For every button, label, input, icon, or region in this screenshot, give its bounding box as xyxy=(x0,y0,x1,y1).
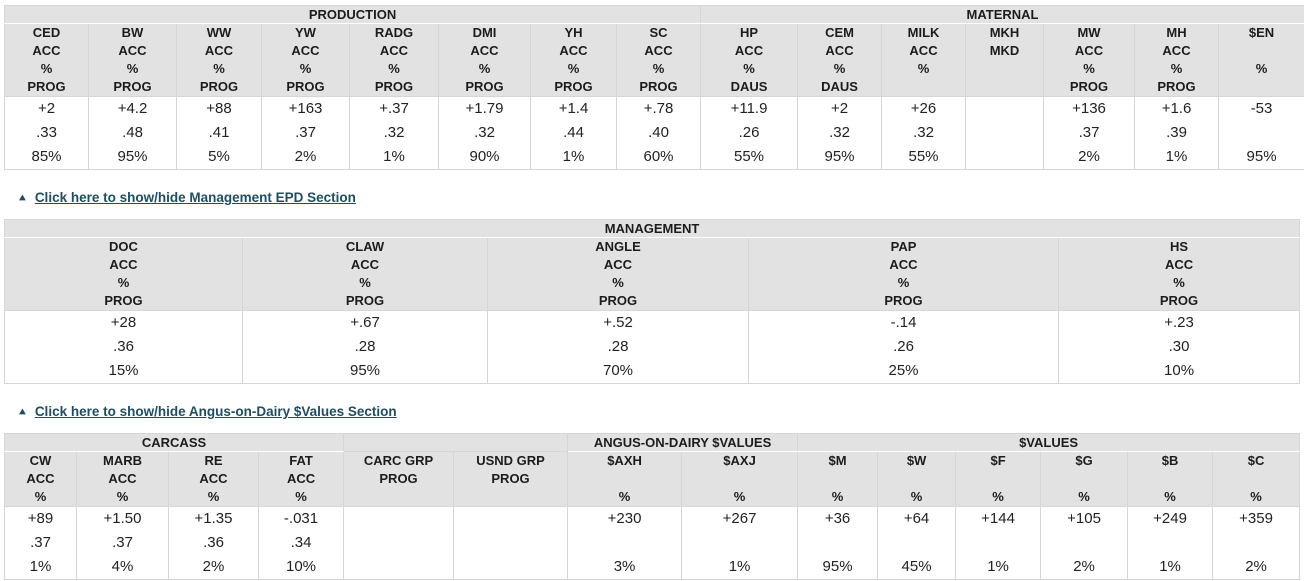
header-line: PROG xyxy=(113,79,152,94)
header-line xyxy=(1219,78,1304,96)
value-cell: -.14 xyxy=(749,311,1059,336)
header-line: ACC xyxy=(26,471,55,486)
value-cell: 15% xyxy=(5,359,243,384)
value-cell: +.37 xyxy=(350,97,439,122)
header-line xyxy=(1213,470,1299,488)
header-line: PROG xyxy=(491,471,530,486)
header-line xyxy=(956,470,1040,488)
value-cell xyxy=(878,531,956,555)
value-cell: 55% xyxy=(701,145,798,170)
value-cell: .37 xyxy=(262,121,350,145)
value-cell xyxy=(454,507,568,532)
header-line: $G xyxy=(1075,453,1093,468)
value-cell: .28 xyxy=(488,335,749,359)
header-line: % xyxy=(1173,275,1185,290)
management-table xyxy=(4,219,1300,384)
header-line xyxy=(454,488,567,506)
value-cell: 95% xyxy=(243,359,488,384)
header-line: % xyxy=(1170,61,1183,76)
column-header-hs xyxy=(1059,238,1300,311)
header-line: HP xyxy=(739,25,759,40)
header-line: % xyxy=(652,61,665,76)
production-group-header: PRODUCTION xyxy=(5,6,701,24)
carcass-group-header: CARCASS xyxy=(5,434,344,452)
header-line: PAP xyxy=(890,239,917,254)
header-line: % xyxy=(117,275,130,290)
header-line: % xyxy=(733,489,746,504)
value-cell: .37 xyxy=(77,531,169,555)
header-line: ACC xyxy=(825,43,854,58)
column-header-doc xyxy=(5,238,243,311)
acc-row xyxy=(5,335,1300,359)
value-cell: 95% xyxy=(798,555,878,580)
management-toggle-link[interactable] xyxy=(18,190,356,206)
header-line xyxy=(798,470,877,488)
value-cell: +.67 xyxy=(243,311,488,336)
value-cell: +249 xyxy=(1128,507,1213,532)
header-line: SC xyxy=(649,25,668,40)
header-line: YH xyxy=(564,25,583,40)
header-line: % xyxy=(295,489,307,504)
value-cell: .44 xyxy=(531,121,617,145)
value-cell xyxy=(966,145,1044,170)
header-line: % xyxy=(1164,489,1176,504)
epd-row xyxy=(5,507,1300,532)
header-line: PROG xyxy=(286,79,325,94)
value-cell: +359 xyxy=(1213,507,1300,532)
column-header-claw xyxy=(243,238,488,311)
value-cell: -53 xyxy=(1219,97,1304,122)
column-header-yh xyxy=(531,24,617,97)
header-line: PROG xyxy=(465,79,504,94)
column-header--g xyxy=(1041,452,1128,507)
value-cell: 95% xyxy=(798,145,882,170)
column-header--en xyxy=(1219,24,1304,97)
header-line: % xyxy=(116,489,129,504)
group-spacer xyxy=(344,434,568,452)
header-line: % xyxy=(1083,61,1095,76)
header-line: % xyxy=(618,489,631,504)
value-cell: 55% xyxy=(882,145,966,170)
header-line: % xyxy=(612,275,624,290)
header-line: ACC xyxy=(909,43,938,58)
header-line: MILK xyxy=(907,25,940,40)
epd-row xyxy=(5,311,1300,336)
value-cell: +.78 xyxy=(617,97,701,122)
value-cell xyxy=(1041,531,1128,555)
value-cell: +36 xyxy=(798,507,878,532)
header-line: HS xyxy=(1170,239,1189,254)
value-cell: 2% xyxy=(1044,145,1135,170)
header-line: ACC xyxy=(199,471,228,486)
dairy-group-header: ANGUS-ON-DAIRY $VALUES xyxy=(568,434,798,452)
column-header-re xyxy=(169,452,259,507)
value-cell: .32 xyxy=(798,121,882,145)
header-line: CLAW xyxy=(345,239,385,254)
value-cell: 2% xyxy=(169,555,259,580)
value-cell: +163 xyxy=(262,97,350,122)
double-chevron-up-icon: ⯅ xyxy=(18,193,27,205)
value-cell: +89 xyxy=(5,507,77,532)
header-line: CEM xyxy=(825,25,854,40)
value-cell: +28 xyxy=(5,311,243,336)
value-cell: +105 xyxy=(1041,507,1128,532)
header-line: % xyxy=(833,61,846,76)
value-cell: 95% xyxy=(89,145,177,170)
value-cell xyxy=(568,531,682,555)
double-chevron-up-icon: ⯅ xyxy=(18,407,27,419)
header-line: $F xyxy=(990,453,1006,468)
column-header--f xyxy=(956,452,1041,507)
header-line xyxy=(878,470,955,488)
value-cell: +1.50 xyxy=(77,507,169,532)
header-line: ACC xyxy=(109,257,138,272)
column-header--b xyxy=(1128,452,1213,507)
management-toggle-label: Click here to show/hide Management EPD Section xyxy=(34,190,356,205)
header-line: % xyxy=(1255,61,1268,76)
info-icon[interactable]: i xyxy=(752,310,765,328)
header-line: DAUS xyxy=(730,79,768,94)
header-line: $M xyxy=(828,453,847,468)
column-header-cw xyxy=(5,452,77,507)
header-line: % xyxy=(126,61,139,76)
header-line: PROG xyxy=(639,79,678,94)
value-cell: +267 xyxy=(682,507,798,532)
header-line: PROG xyxy=(374,79,414,94)
header-line: PROG xyxy=(379,471,418,486)
header-line xyxy=(966,60,1043,78)
header-line: % xyxy=(897,275,910,290)
value-cell xyxy=(798,531,878,555)
header-line: % xyxy=(34,489,47,504)
header-line: PROG xyxy=(104,293,143,308)
column-header-mw xyxy=(1044,24,1135,97)
header-line: CARC GRP xyxy=(363,453,434,468)
header-line: % xyxy=(478,61,491,76)
value-cell: 4% xyxy=(77,555,169,580)
value-cell: -.031 xyxy=(259,507,344,532)
value-cell xyxy=(344,555,454,580)
value-cell: +1.6 xyxy=(1135,97,1219,122)
column-header--axj xyxy=(682,452,798,507)
column-header-usnd-grp xyxy=(454,452,568,507)
header-line: ACC xyxy=(470,43,499,58)
header-line: % xyxy=(207,489,220,504)
value-cell: 70% xyxy=(488,359,749,384)
value-cell: .34 xyxy=(259,531,344,555)
value-cell xyxy=(966,97,1044,122)
value-cell: .39 xyxy=(1135,121,1219,145)
value-cell xyxy=(956,531,1041,555)
header-line: ANGLE xyxy=(595,239,641,254)
value-cell: .32 xyxy=(350,121,439,145)
column-header-pap xyxy=(749,238,1059,322)
column-header-marb xyxy=(77,452,169,507)
value-cell: .37 xyxy=(1044,121,1135,145)
value-cell: 2% xyxy=(1213,555,1300,580)
header-line: YW xyxy=(295,25,316,40)
value-cell: +1.79 xyxy=(439,97,531,122)
header-line: ACC xyxy=(379,43,409,58)
value-cell: 1% xyxy=(682,555,798,580)
column-header-ww xyxy=(177,24,262,97)
value-cell: .26 xyxy=(701,121,798,145)
header-line: PROG xyxy=(1157,79,1196,94)
production-maternal-table xyxy=(4,5,1304,170)
header-line: $AXH xyxy=(607,453,642,468)
header-line xyxy=(682,470,797,488)
header-line: ACC xyxy=(291,43,320,58)
header-line: PROG xyxy=(884,293,923,308)
value-cell: +26 xyxy=(882,97,966,122)
column-header-bw xyxy=(89,24,177,97)
header-line: FAT xyxy=(289,453,313,468)
header-line: PROG xyxy=(345,293,385,308)
value-cell: +88 xyxy=(177,97,262,122)
column-header--axh xyxy=(568,452,682,507)
column-header--w xyxy=(878,452,956,507)
header-line: CW xyxy=(29,453,52,468)
header-line: MKH xyxy=(989,25,1020,40)
value-cell: +4.2 xyxy=(89,97,177,122)
value-cell: +230 xyxy=(568,507,682,532)
production-column-headers xyxy=(5,24,1304,97)
header-line: PROG xyxy=(1159,293,1199,308)
value-cell: 5% xyxy=(177,145,262,170)
value-cell xyxy=(682,531,798,555)
header-line: MH xyxy=(1166,25,1187,40)
header-line-wrap xyxy=(749,292,1058,322)
dairy-toggle-label: Click here to show/hide Angus-on-Dairy $Values Section xyxy=(34,404,397,419)
header-line: $W xyxy=(906,453,927,468)
header-line: PROG xyxy=(199,79,239,94)
header-line xyxy=(882,78,965,96)
carcass-values-table xyxy=(4,433,1300,580)
header-line: ACC xyxy=(603,257,633,272)
value-cell: +.52 xyxy=(488,311,749,336)
header-line: ACC xyxy=(350,257,380,272)
acc-row xyxy=(5,121,1304,145)
header-line xyxy=(1219,42,1304,60)
value-cell xyxy=(966,121,1044,145)
header-line: ACC xyxy=(1074,43,1104,58)
header-line xyxy=(966,78,1043,96)
column-header-cem xyxy=(798,24,882,97)
carcass-column-headers xyxy=(5,452,1300,507)
value-cell: 90% xyxy=(439,145,531,170)
header-line: ACC xyxy=(1164,257,1194,272)
management-group-header: MANAGEMENT xyxy=(5,220,1300,238)
header-line: % xyxy=(1078,489,1090,504)
epd-row xyxy=(5,97,1304,122)
value-cell xyxy=(1213,531,1300,555)
header-line xyxy=(344,488,453,506)
percentile-row xyxy=(5,145,1304,170)
header-line: USND GRP xyxy=(476,453,545,468)
column-header-yw xyxy=(262,24,350,97)
column-header-dmi xyxy=(439,24,531,97)
value-cell: .30 xyxy=(1059,335,1300,359)
header-line: % xyxy=(567,61,580,76)
value-cell: +2 xyxy=(798,97,882,122)
header-line: % xyxy=(299,61,312,76)
column-header-milk xyxy=(882,24,966,97)
value-cell: 95% xyxy=(1219,145,1304,170)
column-header-angle xyxy=(488,238,749,311)
column-header--m xyxy=(798,452,878,507)
column-header-hp xyxy=(701,24,798,97)
value-cell: .32 xyxy=(882,121,966,145)
value-cell: .36 xyxy=(169,531,259,555)
header-line: BW xyxy=(121,25,144,40)
value-cell: +.23 xyxy=(1059,311,1300,336)
header-line: $AXJ xyxy=(723,453,756,468)
header-line: ACC xyxy=(32,43,61,58)
value-cell: 1% xyxy=(5,555,77,580)
value-cell: .36 xyxy=(5,335,243,359)
header-line: ACC xyxy=(286,471,316,486)
value-cell: .37 xyxy=(5,531,77,555)
header-line: ACC xyxy=(559,43,588,58)
value-cell: .48 xyxy=(89,121,177,145)
value-cell: +2 xyxy=(5,97,89,122)
header-line: PROG xyxy=(554,79,593,94)
value-cell xyxy=(1219,121,1304,145)
header-line: ACC xyxy=(1162,43,1191,58)
value-cell: .33 xyxy=(5,121,89,145)
column-header-sc xyxy=(617,24,701,97)
value-cell: +1.4 xyxy=(531,97,617,122)
value-cell: 2% xyxy=(262,145,350,170)
header-line: % xyxy=(917,61,930,76)
header-line: % xyxy=(992,489,1004,504)
value-cell: +1.35 xyxy=(169,507,259,532)
value-cell xyxy=(344,507,454,532)
header-line: PROG xyxy=(1069,79,1109,94)
value-cell: 85% xyxy=(5,145,89,170)
header-line: WW xyxy=(206,25,232,40)
header-line: RE xyxy=(204,453,223,468)
column-header-ced xyxy=(5,24,89,97)
value-cell xyxy=(454,531,568,555)
header-line: ACC xyxy=(204,43,234,58)
header-line: MARB xyxy=(103,453,142,468)
header-line: ACC xyxy=(108,471,137,486)
column-header-mkh xyxy=(966,24,1044,97)
value-cell: .32 xyxy=(439,121,531,145)
value-cell: .26 xyxy=(749,335,1059,359)
column-header-carc-grp xyxy=(344,452,454,507)
header-line: DMI xyxy=(472,25,497,40)
header-line: % xyxy=(388,61,400,76)
header-line: ACC xyxy=(889,257,918,272)
header-line xyxy=(1041,470,1127,488)
column-header--c xyxy=(1213,452,1300,507)
column-header-mh xyxy=(1135,24,1219,97)
header-line: ACC xyxy=(644,43,673,58)
header-line: $C xyxy=(1247,453,1265,468)
value-cell: 1% xyxy=(1135,145,1219,170)
header-line: % xyxy=(831,489,844,504)
header-line: DAUS xyxy=(821,79,858,94)
header-line: % xyxy=(743,61,755,76)
value-cell: 1% xyxy=(1128,555,1213,580)
header-line: % xyxy=(213,61,225,76)
header-line xyxy=(1128,470,1212,488)
header-line xyxy=(568,470,681,488)
header-line: $EN xyxy=(1248,25,1275,40)
maternal-group-header: MATERNAL xyxy=(701,6,1304,24)
value-cell: 60% xyxy=(617,145,701,170)
value-cell: 45% xyxy=(878,555,956,580)
value-cell: +144 xyxy=(956,507,1041,532)
header-line: ACC xyxy=(734,43,764,58)
value-cell: 3% xyxy=(568,555,682,580)
value-cell: +11.9 xyxy=(701,97,798,122)
value-cell xyxy=(1128,531,1213,555)
column-header-fat xyxy=(259,452,344,507)
value-cell xyxy=(454,555,568,580)
value-cell xyxy=(344,531,454,555)
value-cell: .41 xyxy=(177,121,262,145)
value-cell: 1% xyxy=(350,145,439,170)
header-line: % xyxy=(359,275,371,290)
value-cell: 25% xyxy=(749,359,1059,384)
column-header-radg xyxy=(350,24,439,97)
header-line: $B xyxy=(1161,453,1179,468)
header-line: % xyxy=(1250,489,1262,504)
header-line: MKD xyxy=(989,43,1020,58)
value-cell: 2% xyxy=(1041,555,1128,580)
value-cell: 1% xyxy=(956,555,1041,580)
header-line: % xyxy=(910,489,923,504)
header-line: MW xyxy=(1077,25,1101,40)
value-cell: 10% xyxy=(259,555,344,580)
header-line: RADG xyxy=(374,25,414,40)
values-group-header: $VALUES xyxy=(798,434,1300,452)
percentile-row xyxy=(5,555,1300,580)
header-line: ACC xyxy=(118,43,147,58)
header-line: DOC xyxy=(109,239,138,254)
percentile-row xyxy=(5,359,1300,384)
header-line: PROG xyxy=(27,79,66,94)
management-column-headers xyxy=(5,238,1300,311)
acc-row xyxy=(5,531,1300,555)
header-line: % xyxy=(40,61,53,76)
value-cell: +64 xyxy=(878,507,956,532)
value-cell: 10% xyxy=(1059,359,1300,384)
dairy-toggle-link[interactable] xyxy=(18,404,397,420)
header-line: CED xyxy=(32,25,61,40)
value-cell: 1% xyxy=(531,145,617,170)
value-cell: +136 xyxy=(1044,97,1135,122)
value-cell: .40 xyxy=(617,121,701,145)
header-line: PROG xyxy=(598,293,638,308)
value-cell: .28 xyxy=(243,335,488,359)
